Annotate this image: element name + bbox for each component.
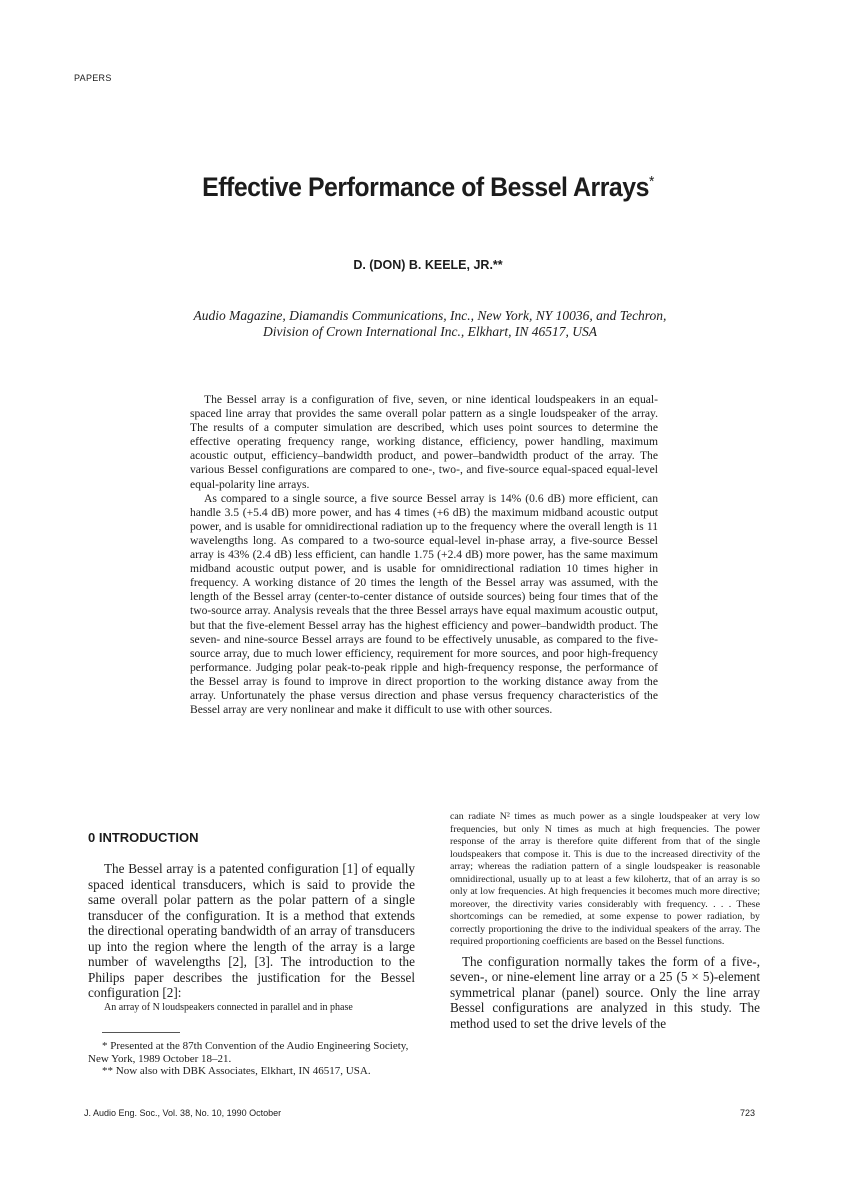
right-column	[450, 811, 760, 1031]
introduction-paragraph-1: The Bessel array is a patented configuration [1] of equally spaced identical transducers, which is said to provide the same overall polar pattern as the polar pattern of a single transducer of the configuration. It is a method that extends the directional operating bandwidth of an array of transducers up into the region where the length of the array is a large number of wavelengths [2], [3]. The introduction to the Philips paper describes the justification for the Bessel configuration [2]:	[88, 861, 415, 1000]
affiliation	[120, 308, 740, 340]
abstract-paragraph-1: The Bessel array is a configuration of five, seven, or nine identical loudspeakers in an equal-spaced line array that provides the same overall polar pattern as a single loudspeaker of the array. The results of a computer simulation are described, which uses point sources to determine the effective operating frequency range, working distance, efficiency, power handling, maximum acoustic output, efficiency–bandwidth product, and power–bandwidth product of the array. The various Bessel configurations are compared to one-, two-, and five-source equal-spaced equal-level equal-polarity line arrays.	[190, 393, 658, 491]
block-quote-start: An array of N loudspeakers connected in parallel and in phase	[104, 1001, 353, 1013]
left-column	[88, 830, 415, 1014]
footnote-divider	[102, 1032, 180, 1033]
block-quote-continuation: can radiate N² times as much power as a single loudspeaker at very low frequencies, but only N times as much at high frequencies. The power response of the array is therefore quite different from that of the single loudspeakers that compose it. This is due to the increased directivity of the array; whereas the radiation pattern of a single loudspeaker is reasonable omnidirectional, usually up to at least a few kilohertz, that of an array is so only at low frequencies. At high frequencies it becomes much more directive; moreover, the directivity varies considerably with frequency. . . . These shortcomings can be remedied, at some expense to power radiation, by correctly proportioning the drive to the individual speakers of the array. The required proportioning coefficients are based on the Bessel functions.	[450, 811, 760, 947]
author-line: D. (DON) B. KEELE, JR.**	[353, 258, 503, 272]
footnotes	[88, 1040, 415, 1078]
running-head: PAPERS	[74, 73, 112, 83]
affiliation-line-2: Division of Crown International Inc., Elkhart, IN 46517, USA	[263, 324, 597, 339]
abstract-paragraph-2: As compared to a single source, a five source Bessel array is 14% (0.6 dB) more efficient, can handle 3.5 (+5.4 dB) more power, and has 4 times (+6 dB) the maximum midband acoustic output power, and is usable for omnidirectional radiation up to the frequency where the overall length is 11 wavelengths long. As compared to a two-source equal-level in-phase array, a five-source Bessel array is 43% (2.4 dB) less efficient, can handle 1.75 (+2.4 dB) more power, has the same maximum midband acoustic output power, and is usable for omnidirectional radiation 10 times higher in frequency. A working distance of 20 times the length of the Bessel array was assumed, with the length of the Bessel array (center-to-center distance of outside sources) being four times that of the two-source array. Analysis reveals that the three Bessel arrays have equal maximum acoustic output, but that the five-element Bessel array has the highest efficiency and power–bandwidth product. The seven- and nine-source Bessel arrays are found to be effectively unusable, as compared to the five-source array, due to much lower efficiency, requirement for more sources, and poor high-frequency performance. Judging polar peak-to-peak ripple and high-frequency response, the performance of the Bessel array is found to improve in direct proportion to the working distance away from the array. Unfortunately the phase versus direction and phase versus frequency characteristics of the Bessel array are very nonlinear and make it difficult to use with other sources.	[190, 491, 658, 717]
abstract	[190, 393, 658, 717]
paper-title	[34, 172, 822, 203]
section-heading-introduction: 0 INTRODUCTION	[88, 830, 199, 845]
affiliation-line-1: Audio Magazine, Diamandis Communications, Inc., New York, NY 10036, and Techron,	[193, 308, 667, 323]
title-footnote-mark: *	[648, 173, 654, 190]
page-number: 723	[740, 1108, 756, 1118]
introduction-paragraph-2: The configuration normally takes the form of a five-, seven-, or nine-element line array or a 25 (5 × 5)-element symmetrical planar (panel) source. Only the line array Bessel configurations are analyzed in this study. The method used to set the drive levels of the	[450, 953, 760, 1031]
footnote-affiliation: ** Now also with DBK Associates, Elkhart, IN 46517, USA.	[102, 1065, 371, 1077]
title-text: Effective Performance of Bessel Arrays	[202, 172, 649, 202]
journal-citation: J. Audio Eng. Soc., Vol. 38, No. 10, 1990 October	[84, 1108, 282, 1118]
footnote-presented: * Presented at the 87th Convention of the Audio Engineering Society, New York, 1989 October 18–21.	[88, 1040, 409, 1065]
